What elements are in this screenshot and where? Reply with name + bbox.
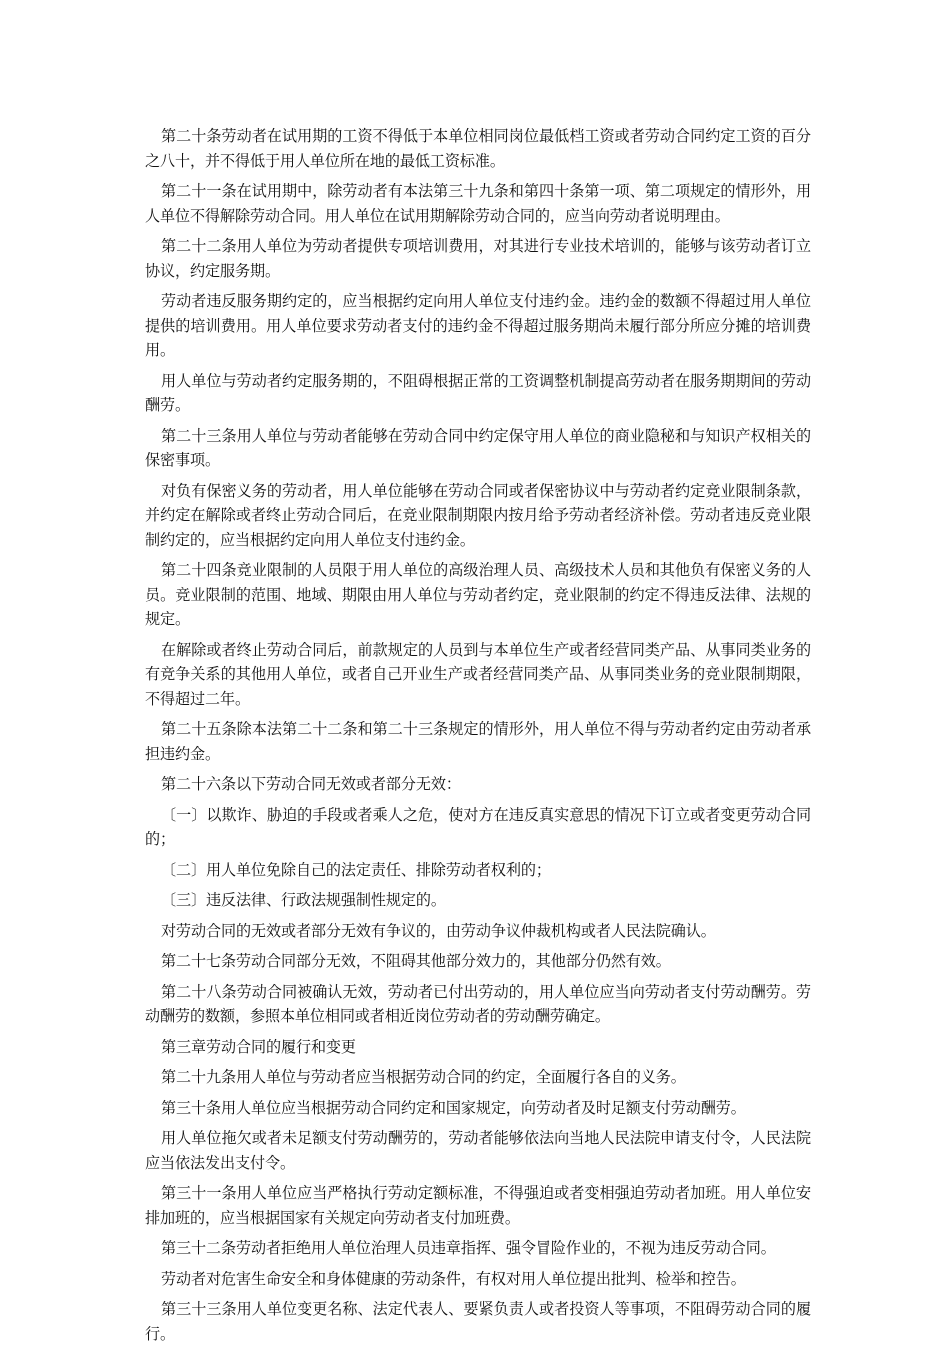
paragraph: 对负有保密义务的劳动者，用人单位能够在劳动合同或者保密协议中与劳动者约定竞业限制条款，并约定在解除或者终止劳动合同后，在竞业限制期限内按月给予劳动者经济补偿。劳动者违反竞业限制约定的，应当根据约定向用人单位支付违约金。 <box>145 481 811 549</box>
paragraph: 用人单位与劳动者约定服务期的，不阻碍根据正常的工资调整机制提高劳动者在服务期期间的劳动酬劳。 <box>145 371 811 414</box>
paragraph-article-33: 第三十三条用人单位变更名称、法定代表人、要紧负责人或者投资人等事项，不阻碍劳动合同的履行。 <box>145 1300 811 1343</box>
paragraph-article-24: 第二十四条竞业限制的人员限于用人单位的高级治理人员、高级技术人员和其他负有保密义务的人员。竞业限制的范围、地域、期限由用人单位与劳动者约定，竞业限制的约定不得违反法律、法规的规定。 <box>145 561 811 628</box>
paragraph-article-20: 第二十条劳动者在试用期的工资不得低于本单位相同岗位最低档工资或者劳动合同约定工资的百分之八十，并不得低于用人单位所在地的最低工资标准。 <box>145 127 811 170</box>
paragraph-article-28: 第二十八条劳动合同被确认无效，劳动者已付出劳动的，用人单位应当向劳动者支付劳动酬劳。劳动酬劳的数额，参照本单位相同或者相近岗位劳动者的劳动酬劳确定。 <box>145 982 811 1025</box>
document-body <box>145 124 811 1352</box>
paragraph: 对劳动合同的无效或者部分无效有争议的，由劳动争议仲裁机构或者人民法院确认。 <box>161 921 716 940</box>
list-item: 〔三〕违反法律、行政法规强制性规定的。 <box>161 891 446 909</box>
paragraph-article-22: 第二十二条用人单位为劳动者提供专项培训费用，对其进行专业技术培训的，能够与该劳动者订立协议，约定服务期。 <box>145 237 811 280</box>
paragraph: 劳动者违反服务期约定的，应当根据约定向用人单位支付违约金。违约金的数额不得超过用人单位提供的培训费用。用人单位要求劳动者支付的违约金不得超过服务期尚未履行部分所应分摊的培训费用。 <box>145 292 811 359</box>
paragraph: 劳动者对危害生命安全和身体健康的劳动条件，有权对用人单位提出批判、检举和控告。 <box>161 1269 746 1288</box>
paragraph-article-23: 第二十三条用人单位与劳动者能够在劳动合同中约定保守用人单位的商业隐秘和与知识产权相关的保密事项。 <box>145 426 811 469</box>
paragraph-article-21: 第二十一条在试用期中，除劳动者有本法第三十九条和第四十条第一项、第二项规定的情形外，用人单位不得解除劳动合同。用人单位在试用期解除劳动合同的，应当向劳动者说明理由。 <box>145 182 811 225</box>
chapter-heading: 第三章劳动合同的履行和变更 <box>161 1037 356 1056</box>
paragraph-article-25: 第二十五条除本法第二十二条和第二十三条规定的情形外，用人单位不得与劳动者约定由劳动者承担违约金。 <box>145 720 811 763</box>
list-item: 〔一〕以欺诈、胁迫的手段或者乘人之危，使对方在违反真实意思的情况下订立或者变更劳动合同的； <box>145 805 811 848</box>
paragraph-article-29: 第二十九条用人单位与劳动者应当根据劳动合同的约定，全面履行各自的义务。 <box>161 1068 686 1086</box>
paragraph: 用人单位拖欠或者未足额支付劳动酬劳的，劳动者能够依法向当地人民法院申请支付令，人民法院应当依法发出支付令。 <box>145 1129 811 1172</box>
paragraph-article-30: 第三十条用人单位应当根据劳动合同约定和国家规定，向劳动者及时足额支付劳动酬劳。 <box>161 1098 746 1117</box>
paragraph-article-32: 第三十二条劳动者拒绝用人单位治理人员违章指挥、强令冒险作业的，不视为违反劳动合同。 <box>161 1239 776 1257</box>
list-item: 〔二〕用人单位免除自己的法定责任、排除劳动者权利的； <box>161 860 551 879</box>
paragraph: 在解除或者终止劳动合同后，前款规定的人员到与本单位生产或者经营同类产品、从事同类业务的有竞争关系的其他用人单位，或者自己开业生产或者经营同类产品、从事同类业务的竞业限制期限，不得超过二年。 <box>145 640 811 708</box>
paragraph-article-26: 第二十六条以下劳动合同无效或者部分无效： <box>161 775 461 793</box>
paragraph-article-31: 第三十一条用人单位应当严格执行劳动定额标准，不得强迫或者变相强迫劳动者加班。用人单位安排加班的，应当根据国家有关规定向劳动者支付加班费。 <box>145 1184 811 1227</box>
paragraph-article-27: 第二十七条劳动合同部分无效，不阻碍其他部分效力的，其他部分仍然有效。 <box>161 952 671 970</box>
